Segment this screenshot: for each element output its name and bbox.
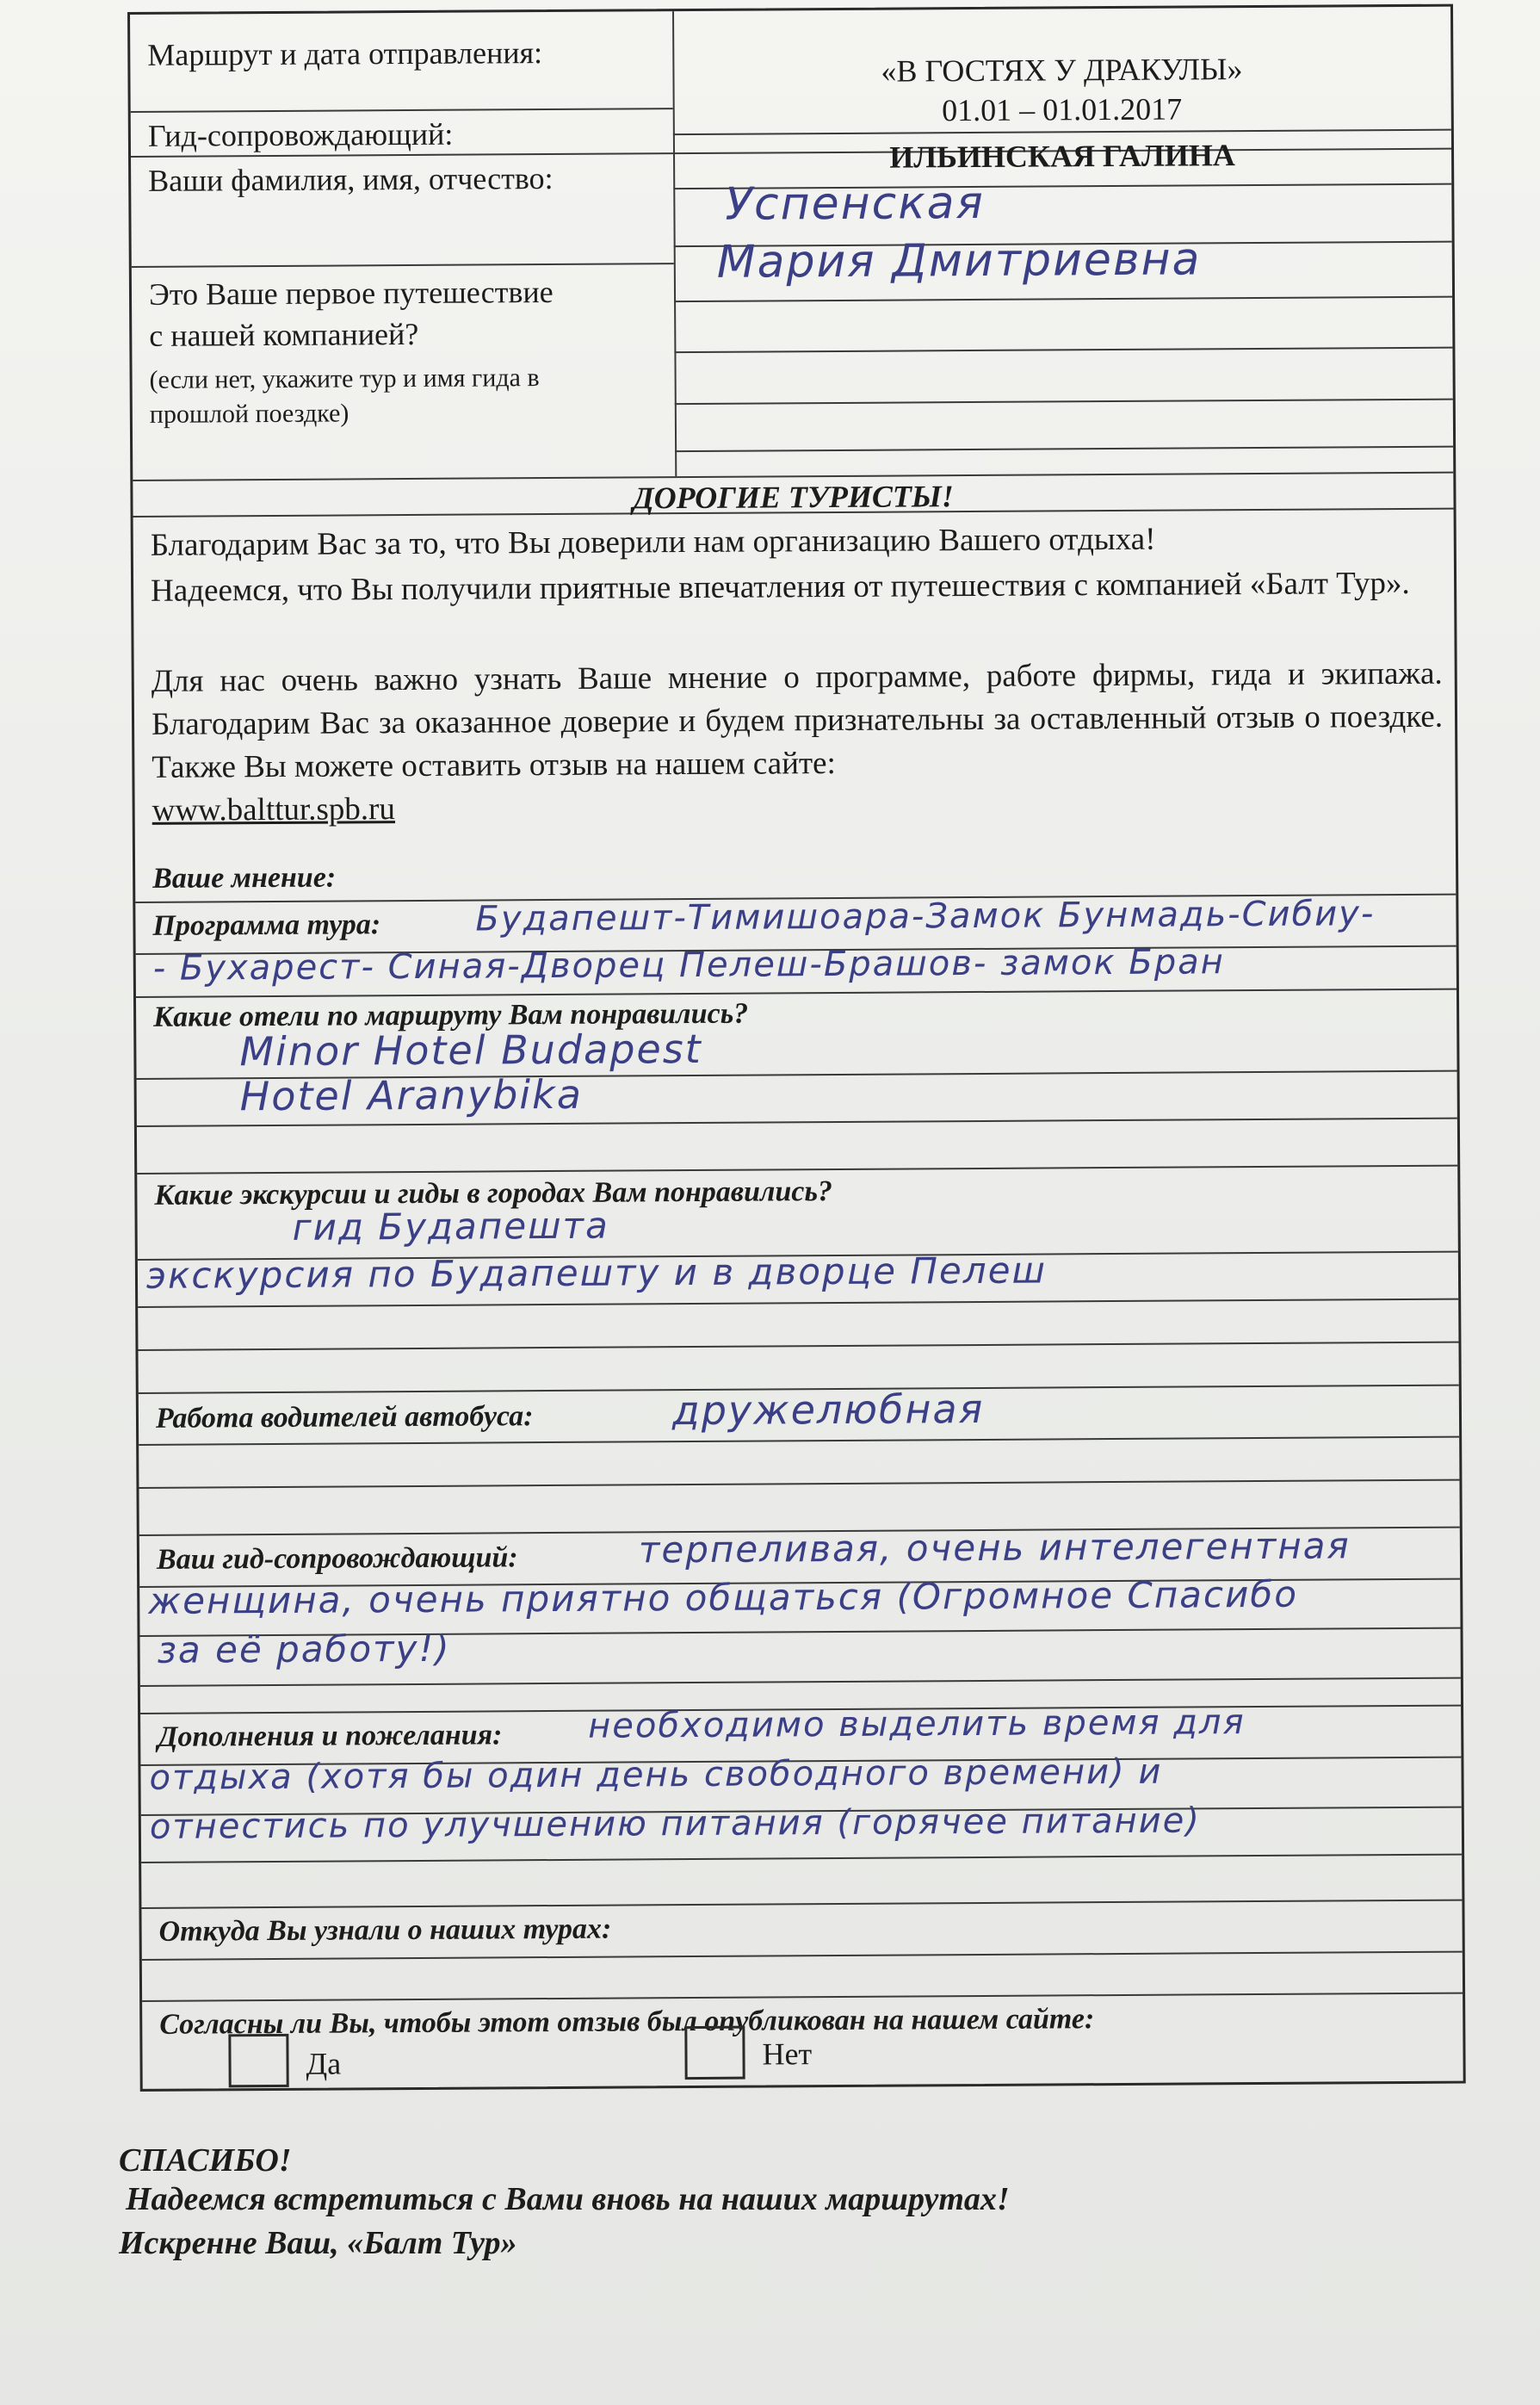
rule [141,1854,1462,1863]
wishes-answer-3: отнестись по улучшению питания (горячее питание) [149,1801,1202,1847]
fio-answer-name: Мария Дмитриевна [716,233,1202,288]
hotels-label: Какие отели по маршруту Вам понравились? [153,997,749,1033]
rule [674,347,1452,354]
rule [132,263,674,268]
first-trip-label-2: с нашей компанией? [149,316,419,353]
program-label: Программа тура: [152,908,381,942]
excursions-answer-1: гид Будапешта [292,1204,609,1249]
website-link[interactable]: www.balttur.spb.ru [152,791,396,828]
intro-paragraph-1: Благодарим Вас за то, что Вы доверили нам организацию Вашего отдыха! [150,521,1156,563]
rule [137,1165,1457,1175]
feedback-form [127,4,1466,2092]
intro-paragraph-3: Для нас очень важно узнать Ваше мнение о программе, работе фирмы, гида и экипажа. Благодарим Вас за оказанное доверие и будем признательны за оставленный отзыв о поездке. Также Вы можете оставить отзыв на нашем сайте: [151,655,1444,785]
rule [139,1479,1459,1489]
tour-name: «В ГОСТЯХ У ДРАКУЛЫ» [881,52,1243,89]
intro-paragraph-2: Надеемся, что Вы получили приятные впечатления от путешествия с компанией «Балт Тур». [150,565,1410,609]
drivers-answer: дружелюбная [671,1385,985,1435]
rule [674,296,1452,303]
guide-label: Гид-сопровождающий: [147,116,454,153]
publish-yes-label: Да [306,2046,342,2081]
rule [140,1677,1461,1687]
wishes-answer-2: отдыха (хотя бы один день свободного времени) и [149,1751,1163,1798]
rule [136,989,1457,998]
rule [138,1299,1458,1308]
rule [141,1900,1462,1909]
hotels-answer-2: Hotel Aranybika [239,1070,584,1120]
route-label: Маршрут и дата отправления: [147,35,543,72]
publish-label: Согласны ли Вы, чтобы этот отзыв был опубликован на нашем сайте: [159,2003,1095,2041]
rule [673,129,1451,136]
excursions-answer-2: экскурсия по Будапешту и в дворце Пелеш [145,1249,1048,1297]
program-answer-1: Будапешт-Тимишоара-Замок Бунмадь-Сибиу- [475,894,1376,939]
intro-heading: ДОРОГИЕ ТУРИСТЫ! [632,479,954,516]
rule [142,1951,1463,1961]
publish-yes-checkbox[interactable] [228,2034,288,2087]
rule [675,399,1453,406]
publish-no-label: Нет [762,2036,813,2072]
guide-name: ИЛЬИНСКАЯ ГАЛИНА [889,138,1235,175]
wishes-label: Дополнения и пожелания: [158,1719,503,1753]
fio-answer-surname: Успенская [725,177,985,231]
first-trip-label-1: Это Ваше первое путешествие [148,274,554,312]
wishes-answer-1: необходимо выделить время для [588,1702,1246,1746]
first-trip-hint: (если нет, укажите тур и имя гида в прошлой поездке) [149,363,540,429]
hotels-answer-1: Minor Hotel Budapest [239,1025,702,1075]
source-label: Откуда Вы узнали о наших турах: [158,1912,612,1948]
footer-signature: Искренне Ваш, «Балт Тур» [119,2225,517,2261]
program-answer-2: - Бухарест- Синая-Дворец Пелеш-Брашов- замок Бран [152,942,1225,989]
rule [142,1993,1463,2002]
guide-review-label: Ваш гид-сопровождающий: [156,1541,518,1576]
rule [139,1436,1459,1446]
tour-dates: 01.01 – 01.01.2017 [942,91,1183,128]
footer-thanks: СПАСИБО! [119,2142,292,2179]
rule [138,1342,1458,1351]
drivers-label: Работа водителей автобуса: [155,1400,534,1435]
footer-hope: Надеемся встретиться с Вами вновь на наших маршрутах! [126,2181,1010,2217]
guide-answer-1: терпеливая, очень интелегентная [638,1524,1351,1571]
rule [131,108,673,113]
opinion-heading: Ваше мнение: [152,861,337,895]
rule [675,446,1453,453]
guide-answer-3: за её работу!) [157,1627,451,1671]
excursions-label: Какие экскурсии и гиды в городах Вам понравились? [154,1175,833,1212]
fio-label: Ваши фамилия, имя, отчество: [148,160,554,198]
guide-answer-2: женщина, очень приятно общаться (Огромное Спасибо [148,1572,1299,1622]
publish-no-checkbox[interactable] [684,2026,745,2080]
